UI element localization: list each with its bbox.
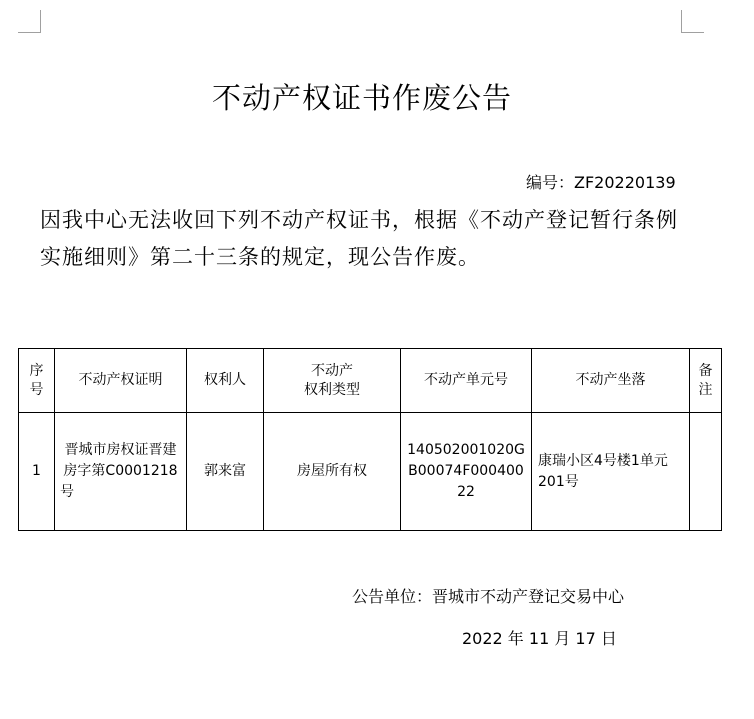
page-corner-mark-top-right (681, 10, 704, 33)
document-number-label: 编号： (526, 173, 575, 192)
cell-unit-no: 140502001020GB00074F00040022 (401, 413, 532, 531)
table-header-row (19, 349, 722, 413)
document-number-value: ZF20220139 (574, 173, 676, 192)
header-location: 不动产坐落 (532, 349, 690, 413)
publish-date: 2022 年 11 月 17 日 (462, 629, 617, 648)
publisher-line: 公告单位：晋城市不动产登记交易中心 (352, 587, 625, 606)
void-certificate-table (18, 348, 722, 531)
header-unit-no: 不动产单元号 (401, 349, 532, 413)
cell-right-type: 房屋所有权 (264, 413, 401, 531)
header-cert: 不动产权证明 (55, 349, 187, 413)
header-right-type-line1: 不动产 (311, 362, 353, 379)
cell-cert: 晋城市房权证晋建房字第C0001218号 (55, 413, 187, 531)
cell-location: 康瑞小区4号楼1单元201号 (532, 413, 690, 531)
document-number (526, 170, 676, 193)
header-right-type (264, 349, 401, 413)
header-seq: 序号 (19, 349, 55, 413)
page-title: 不动产权证书作废公告 (211, 81, 512, 115)
header-right-type-line2: 权利类型 (304, 381, 360, 398)
header-remark: 备注 (690, 349, 722, 413)
cell-holder: 郭来富 (187, 413, 264, 531)
cell-remark (690, 413, 722, 531)
page-corner-mark-top-left (18, 10, 41, 33)
cell-seq: 1 (19, 413, 55, 531)
table-row (19, 413, 722, 531)
header-holder: 权利人 (187, 349, 264, 413)
intro-paragraph: 因我中心无法收回下列不动产权证书，根据《不动产登记暂行条例实施细则》第二十三条的规定，现公告作废。 (40, 208, 678, 269)
